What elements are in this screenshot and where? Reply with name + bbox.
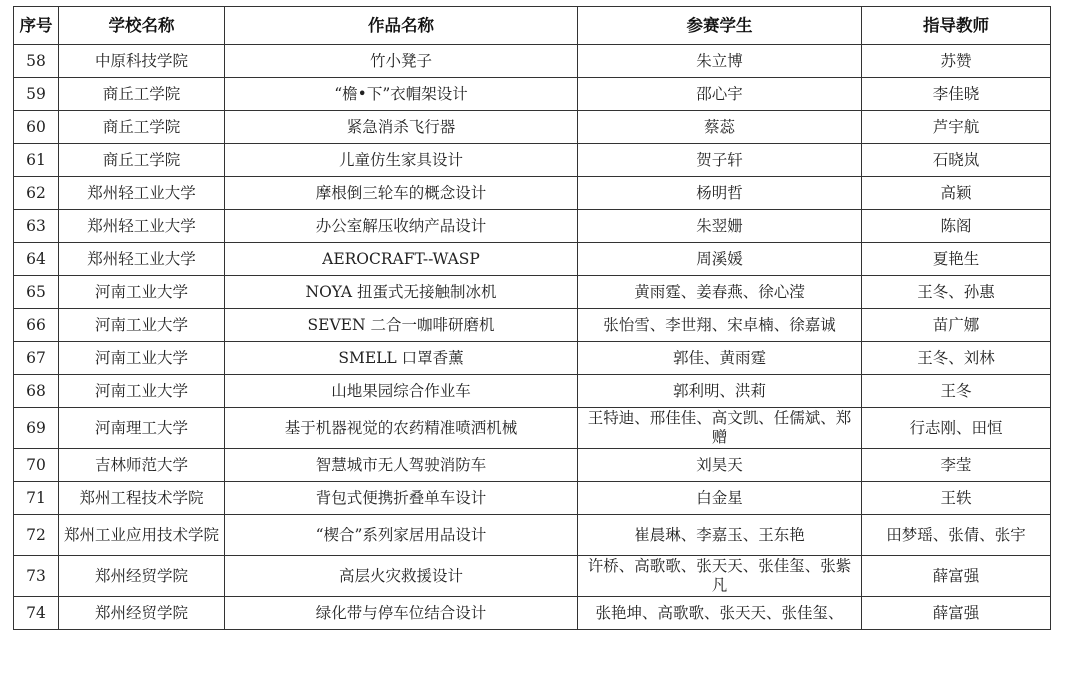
cell-teacher: 田梦瑶、张倩、张宇 xyxy=(862,515,1051,556)
cell-work: 竹小凳子 xyxy=(225,45,578,78)
cell-teacher: 王冬、刘林 xyxy=(862,342,1051,375)
table-row xyxy=(14,375,1051,408)
table-row xyxy=(14,144,1051,177)
cell-students: 郭佳、黄雨霆 xyxy=(578,342,862,375)
cell-teacher: 行志刚、田恒 xyxy=(862,408,1051,449)
cell-students: 贺子轩 xyxy=(578,144,862,177)
cell-school: 河南工业大学 xyxy=(59,342,225,375)
cell-work: 基于机器视觉的农药精准喷洒机械 xyxy=(225,408,578,449)
cell-work: 山地果园综合作业车 xyxy=(225,375,578,408)
cell-no: 67 xyxy=(14,342,59,375)
cell-no: 64 xyxy=(14,243,59,276)
cell-school: 郑州轻工业大学 xyxy=(59,243,225,276)
cell-no: 59 xyxy=(14,78,59,111)
cell-teacher: 陈阁 xyxy=(862,210,1051,243)
cell-no: 73 xyxy=(14,556,59,597)
table-row xyxy=(14,111,1051,144)
cell-students: 朱翌姗 xyxy=(578,210,862,243)
cell-work: “檐•下”衣帽架设计 xyxy=(225,78,578,111)
cell-students: 邵心宇 xyxy=(578,78,862,111)
cell-teacher: 王轶 xyxy=(862,482,1051,515)
cell-students: 张怡雪、李世翔、宋卓楠、徐嘉诚 xyxy=(578,309,862,342)
header-teacher: 指导教师 xyxy=(862,7,1051,45)
cell-no: 63 xyxy=(14,210,59,243)
cell-teacher: 高颖 xyxy=(862,177,1051,210)
cell-no: 58 xyxy=(14,45,59,78)
cell-work: 儿童仿生家具设计 xyxy=(225,144,578,177)
cell-no: 61 xyxy=(14,144,59,177)
table-row xyxy=(14,515,1051,556)
table-row xyxy=(14,210,1051,243)
cell-school: 河南工业大学 xyxy=(59,276,225,309)
table-body xyxy=(14,45,1051,630)
cell-students: 蔡蕊 xyxy=(578,111,862,144)
cell-school: 郑州轻工业大学 xyxy=(59,177,225,210)
cell-school: 吉林师范大学 xyxy=(59,449,225,482)
cell-teacher: 王冬、孙惠 xyxy=(862,276,1051,309)
table-row xyxy=(14,276,1051,309)
table-header-row xyxy=(14,7,1051,45)
cell-students: 许桥、高歌歌、张天天、张佳玺、张紫凡 xyxy=(578,556,862,597)
cell-students: 白金星 xyxy=(578,482,862,515)
cell-school: 商丘工学院 xyxy=(59,111,225,144)
cell-teacher: 李佳晓 xyxy=(862,78,1051,111)
header-work: 作品名称 xyxy=(225,7,578,45)
table-row xyxy=(14,408,1051,449)
header-school: 学校名称 xyxy=(59,7,225,45)
cell-school: 商丘工学院 xyxy=(59,78,225,111)
cell-students: 朱立博 xyxy=(578,45,862,78)
table-row xyxy=(14,556,1051,597)
cell-no: 72 xyxy=(14,515,59,556)
cell-school: 郑州工程技术学院 xyxy=(59,482,225,515)
cell-teacher: 薛富强 xyxy=(862,597,1051,630)
header-students: 参赛学生 xyxy=(578,7,862,45)
cell-work: 绿化带与停车位结合设计 xyxy=(225,597,578,630)
cell-students: 周溪媛 xyxy=(578,243,862,276)
cell-teacher: 王冬 xyxy=(862,375,1051,408)
table-row xyxy=(14,243,1051,276)
cell-no: 68 xyxy=(14,375,59,408)
cell-students: 刘昊天 xyxy=(578,449,862,482)
cell-work: 紧急消杀飞行器 xyxy=(225,111,578,144)
cell-teacher: 苗广娜 xyxy=(862,309,1051,342)
cell-students: 王特迪、邢佳佳、高文凯、任儒斌、郑赠 xyxy=(578,408,862,449)
cell-school: 郑州经贸学院 xyxy=(59,597,225,630)
table-row xyxy=(14,45,1051,78)
cell-school: 郑州轻工业大学 xyxy=(59,210,225,243)
cell-school: 中原科技学院 xyxy=(59,45,225,78)
cell-work: NOYA 扭蛋式无接触制冰机 xyxy=(225,276,578,309)
awards-table xyxy=(13,6,1051,630)
table-row xyxy=(14,177,1051,210)
cell-teacher: 苏赞 xyxy=(862,45,1051,78)
cell-no: 71 xyxy=(14,482,59,515)
cell-no: 69 xyxy=(14,408,59,449)
cell-work: SEVEN 二合一咖啡研磨机 xyxy=(225,309,578,342)
table-row xyxy=(14,597,1051,630)
cell-students: 张艳坤、高歌歌、张天天、张佳玺、 xyxy=(578,597,862,630)
cell-work: SMELL 口罩香薰 xyxy=(225,342,578,375)
cell-no: 60 xyxy=(14,111,59,144)
cell-teacher: 薛富强 xyxy=(862,556,1051,597)
cell-work: 摩根倒三轮车的概念设计 xyxy=(225,177,578,210)
cell-work: 高层火灾救援设计 xyxy=(225,556,578,597)
cell-school: 郑州经贸学院 xyxy=(59,556,225,597)
cell-teacher: 李莹 xyxy=(862,449,1051,482)
cell-teacher: 夏艳生 xyxy=(862,243,1051,276)
cell-school: 河南理工大学 xyxy=(59,408,225,449)
cell-students: 郭利明、洪莉 xyxy=(578,375,862,408)
cell-students: 崔晨琳、李嘉玉、王东艳 xyxy=(578,515,862,556)
cell-work: 办公室解压收纳产品设计 xyxy=(225,210,578,243)
cell-school: 商丘工学院 xyxy=(59,144,225,177)
cell-teacher: 芦宇航 xyxy=(862,111,1051,144)
cell-work: “楔合”系列家居用品设计 xyxy=(225,515,578,556)
cell-school: 河南工业大学 xyxy=(59,309,225,342)
table-row xyxy=(14,482,1051,515)
cell-work: AEROCRAFT--WASP xyxy=(225,243,578,276)
cell-students: 黄雨霆、姜春燕、徐心滢 xyxy=(578,276,862,309)
cell-work: 智慧城市无人驾驶消防车 xyxy=(225,449,578,482)
header-no: 序号 xyxy=(14,7,59,45)
table-row xyxy=(14,309,1051,342)
cell-no: 62 xyxy=(14,177,59,210)
cell-school: 河南工业大学 xyxy=(59,375,225,408)
cell-work: 背包式便携折叠单车设计 xyxy=(225,482,578,515)
cell-school: 郑州工业应用技术学院 xyxy=(59,515,225,556)
table-row xyxy=(14,449,1051,482)
cell-no: 74 xyxy=(14,597,59,630)
cell-students: 杨明哲 xyxy=(578,177,862,210)
table-row xyxy=(14,78,1051,111)
cell-no: 65 xyxy=(14,276,59,309)
cell-no: 66 xyxy=(14,309,59,342)
table-row xyxy=(14,342,1051,375)
cell-no: 70 xyxy=(14,449,59,482)
cell-teacher: 石晓岚 xyxy=(862,144,1051,177)
